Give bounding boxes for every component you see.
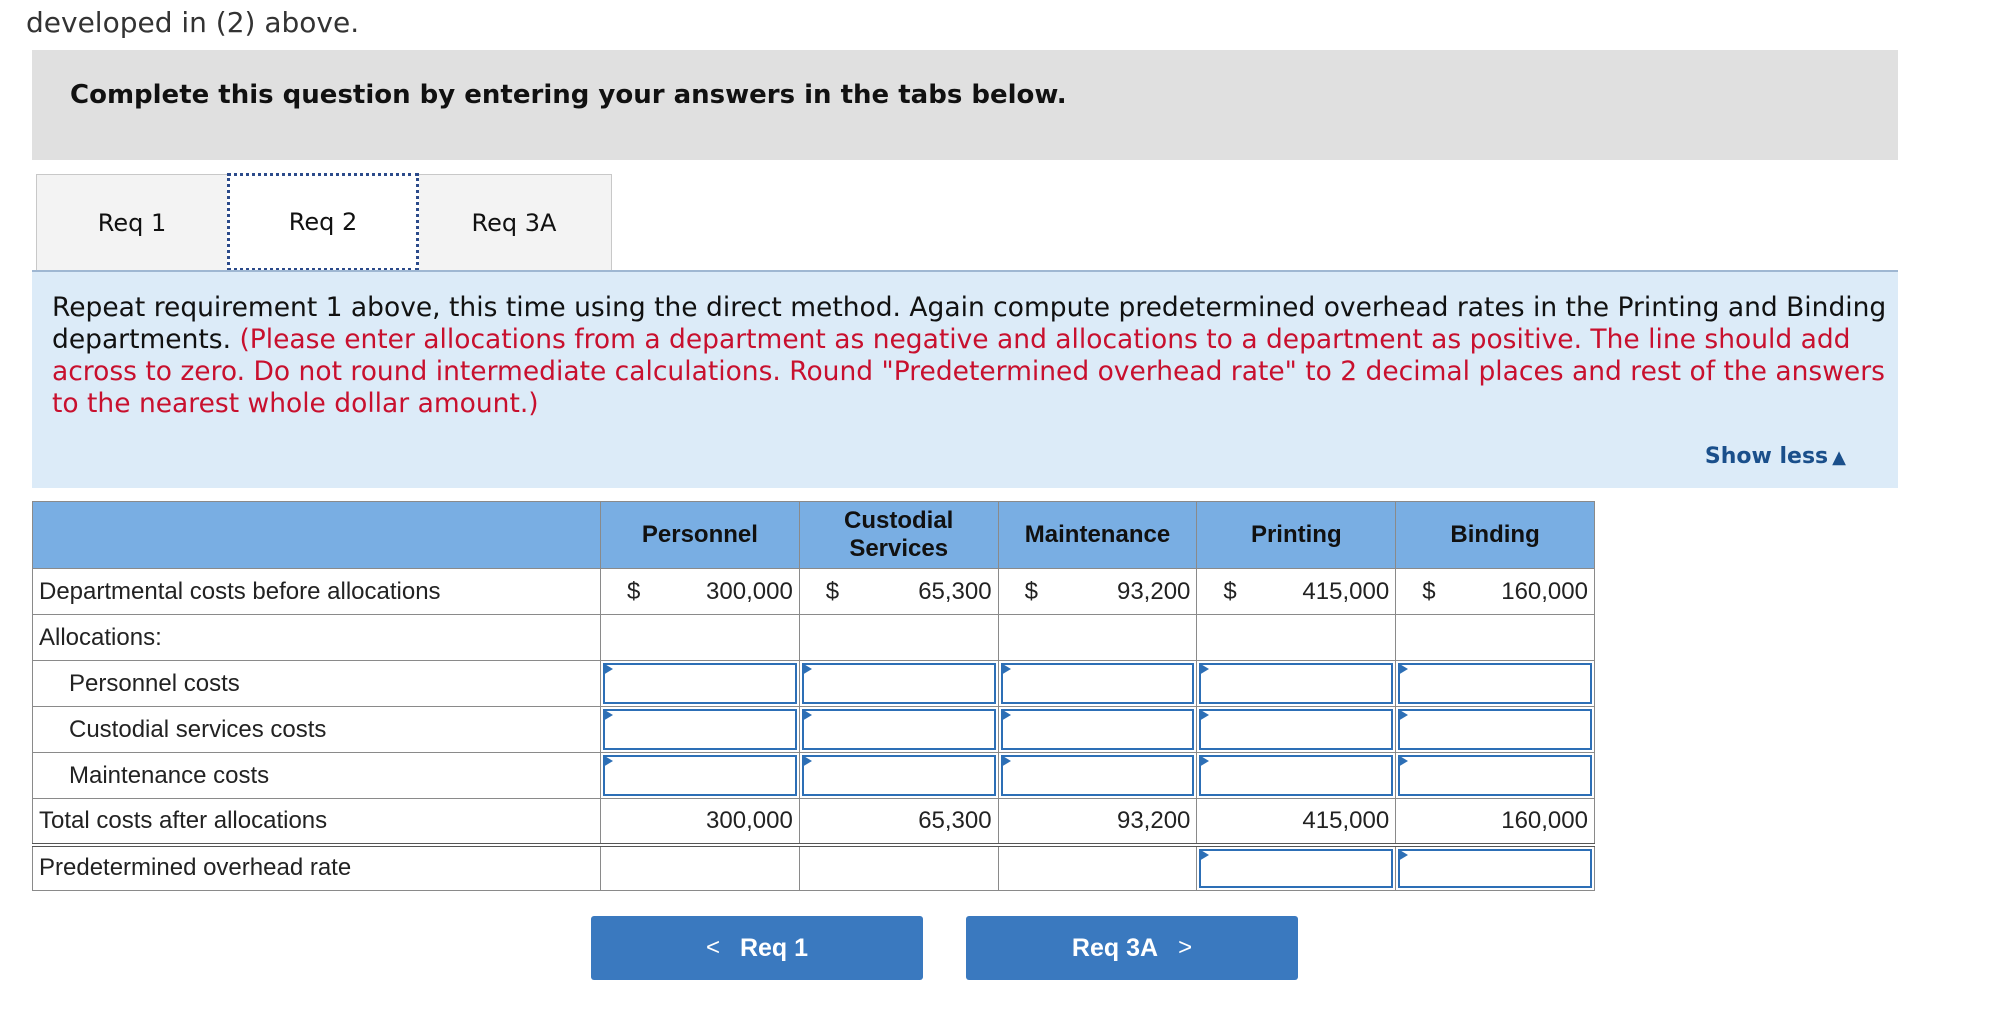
input-marker-icon (1199, 663, 1209, 675)
input-box[interactable] (1398, 709, 1592, 750)
input-rate-binding[interactable] (1396, 845, 1595, 891)
input-marker-icon (802, 709, 812, 721)
total-printing: 415,000 (1197, 799, 1396, 845)
empty-cell (601, 845, 800, 891)
input-box[interactable] (1199, 709, 1393, 750)
row-costs-before-allocations (33, 569, 1595, 615)
header-custodial-services: Custodial Services (799, 502, 998, 569)
input-maintenance-custodial[interactable] (799, 753, 998, 799)
question-panel (32, 270, 1898, 488)
input-marker-icon (603, 663, 613, 675)
header-personnel: Personnel (601, 502, 800, 569)
row-allocations-heading (33, 615, 1595, 661)
total-custodial: 65,300 (799, 799, 998, 845)
dollar-sign: $ (1223, 577, 1237, 605)
value: 300,000 (706, 577, 793, 605)
empty-cell (998, 615, 1197, 661)
triangle-up-icon: ▲ (1832, 447, 1846, 468)
table-header-row (33, 502, 1595, 569)
input-marker-icon (1001, 663, 1011, 675)
input-marker-icon (1001, 755, 1011, 767)
input-marker-icon (1199, 755, 1209, 767)
prev-req-button[interactable] (591, 916, 923, 980)
input-custodial-printing[interactable] (1197, 707, 1396, 753)
show-less-link[interactable] (1705, 444, 1846, 469)
row-label: Maintenance costs (33, 753, 601, 799)
input-marker-icon (1398, 709, 1408, 721)
row-predetermined-rate (33, 845, 1595, 891)
tab-req-2[interactable]: Req 2 (227, 173, 419, 271)
row-total-after-allocations (33, 799, 1595, 845)
total-personnel: 300,000 (601, 799, 800, 845)
dollar-sign: $ (825, 577, 840, 605)
before-personnel (601, 569, 800, 615)
input-custodial-custodial[interactable] (799, 707, 998, 753)
input-box[interactable] (1398, 663, 1592, 704)
input-rate-printing[interactable] (1197, 845, 1396, 891)
input-marker-icon (1199, 849, 1209, 861)
input-box[interactable] (603, 709, 797, 750)
before-binding (1396, 569, 1595, 615)
input-personnel-personnel[interactable] (601, 661, 800, 707)
input-box[interactable] (1199, 755, 1393, 796)
question-note: (Please enter allocations from a department as negative and allocations to a department as positive. The line should add across to zero. Do not round intermediate calculations. Round "Predetermined overhead rate" to 2 decimal places and rest of the answers to the nearest whole dollar amount.) (52, 324, 1885, 419)
row-maintenance-costs (33, 753, 1595, 799)
row-label: Allocations: (33, 615, 601, 661)
empty-cell (998, 845, 1197, 891)
dollar-sign: $ (1422, 577, 1436, 605)
input-marker-icon (603, 755, 613, 767)
tab-strip (36, 174, 612, 271)
input-marker-icon (1199, 709, 1209, 721)
next-req-button[interactable] (966, 916, 1298, 980)
empty-cell (1197, 615, 1396, 661)
input-box[interactable] (1199, 663, 1393, 704)
input-marker-icon (802, 755, 812, 767)
input-marker-icon (1398, 663, 1408, 675)
question-main: Repeat requirement 1 above, this time using the direct method. Again compute predetermined overhead rates in the Printing and Binding departments. (52, 292, 1887, 355)
empty-cell (799, 845, 998, 891)
input-personnel-binding[interactable] (1396, 661, 1595, 707)
instruction-text: Complete this question by entering your answers in the tabs below. (70, 80, 1067, 110)
value: 415,000 (1302, 577, 1390, 605)
input-custodial-binding[interactable] (1396, 707, 1595, 753)
empty-cell (1396, 615, 1595, 661)
tab-req-1[interactable]: Req 1 (97, 209, 167, 237)
chevron-left-icon: < (705, 934, 720, 961)
input-box[interactable] (1001, 755, 1195, 796)
value: 65,300 (918, 577, 992, 605)
header-printing: Printing (1197, 502, 1396, 569)
input-box[interactable] (603, 755, 797, 796)
input-box[interactable] (603, 663, 797, 704)
dollar-sign: $ (1024, 577, 1038, 605)
input-custodial-maintenance[interactable] (998, 707, 1197, 753)
row-custodial-costs (33, 707, 1595, 753)
input-marker-icon (1001, 709, 1011, 721)
row-label: Custodial services costs (33, 707, 601, 753)
input-box[interactable] (1398, 755, 1592, 796)
empty-cell (601, 615, 800, 661)
intro-text: developed in (2) above. (26, 6, 360, 39)
input-maintenance-printing[interactable] (1197, 753, 1396, 799)
show-less-label: Show less (1704, 444, 1829, 469)
input-box[interactable] (802, 663, 996, 704)
chevron-right-icon: > (1178, 934, 1193, 961)
allocation-table (32, 501, 1595, 891)
dollar-sign: $ (627, 577, 641, 605)
input-marker-icon (603, 709, 613, 721)
before-custodial (799, 569, 998, 615)
row-label: Departmental costs before allocations (33, 569, 601, 615)
value: 160,000 (1501, 577, 1588, 605)
input-marker-icon (1398, 849, 1408, 861)
instruction-bar (32, 50, 1898, 160)
input-custodial-personnel[interactable] (601, 707, 800, 753)
input-personnel-maintenance[interactable] (998, 661, 1197, 707)
row-label: Predetermined overhead rate (33, 845, 601, 891)
input-box[interactable] (1398, 849, 1592, 889)
input-box[interactable] (1001, 663, 1195, 704)
input-maintenance-maintenance[interactable] (998, 753, 1197, 799)
tab-req-3a[interactable]: Req 3A (471, 209, 557, 237)
input-marker-icon (802, 663, 812, 675)
input-personnel-custodial[interactable] (799, 661, 998, 707)
before-printing (1197, 569, 1396, 615)
input-box[interactable] (1001, 709, 1195, 750)
value: 93,200 (1116, 577, 1191, 605)
input-personnel-printing[interactable] (1197, 661, 1396, 707)
prev-button-label: Req 1 (739, 933, 809, 962)
input-marker-icon (1398, 755, 1408, 767)
total-binding: 160,000 (1396, 799, 1595, 845)
header-maintenance: Maintenance (998, 502, 1197, 569)
input-box[interactable] (1199, 849, 1393, 889)
row-personnel-costs (33, 661, 1595, 707)
next-button-label: Req 3A (1071, 933, 1159, 962)
input-maintenance-binding[interactable] (1396, 753, 1595, 799)
input-maintenance-personnel[interactable] (601, 753, 800, 799)
header-blank (33, 502, 601, 569)
input-box[interactable] (802, 709, 996, 750)
total-maintenance: 93,200 (998, 799, 1197, 845)
input-box[interactable] (802, 755, 996, 796)
empty-cell (799, 615, 998, 661)
question-text (52, 292, 1892, 420)
header-binding: Binding (1396, 502, 1595, 569)
row-label: Total costs after allocations (33, 799, 601, 845)
before-maintenance (998, 569, 1197, 615)
row-label: Personnel costs (33, 661, 601, 707)
